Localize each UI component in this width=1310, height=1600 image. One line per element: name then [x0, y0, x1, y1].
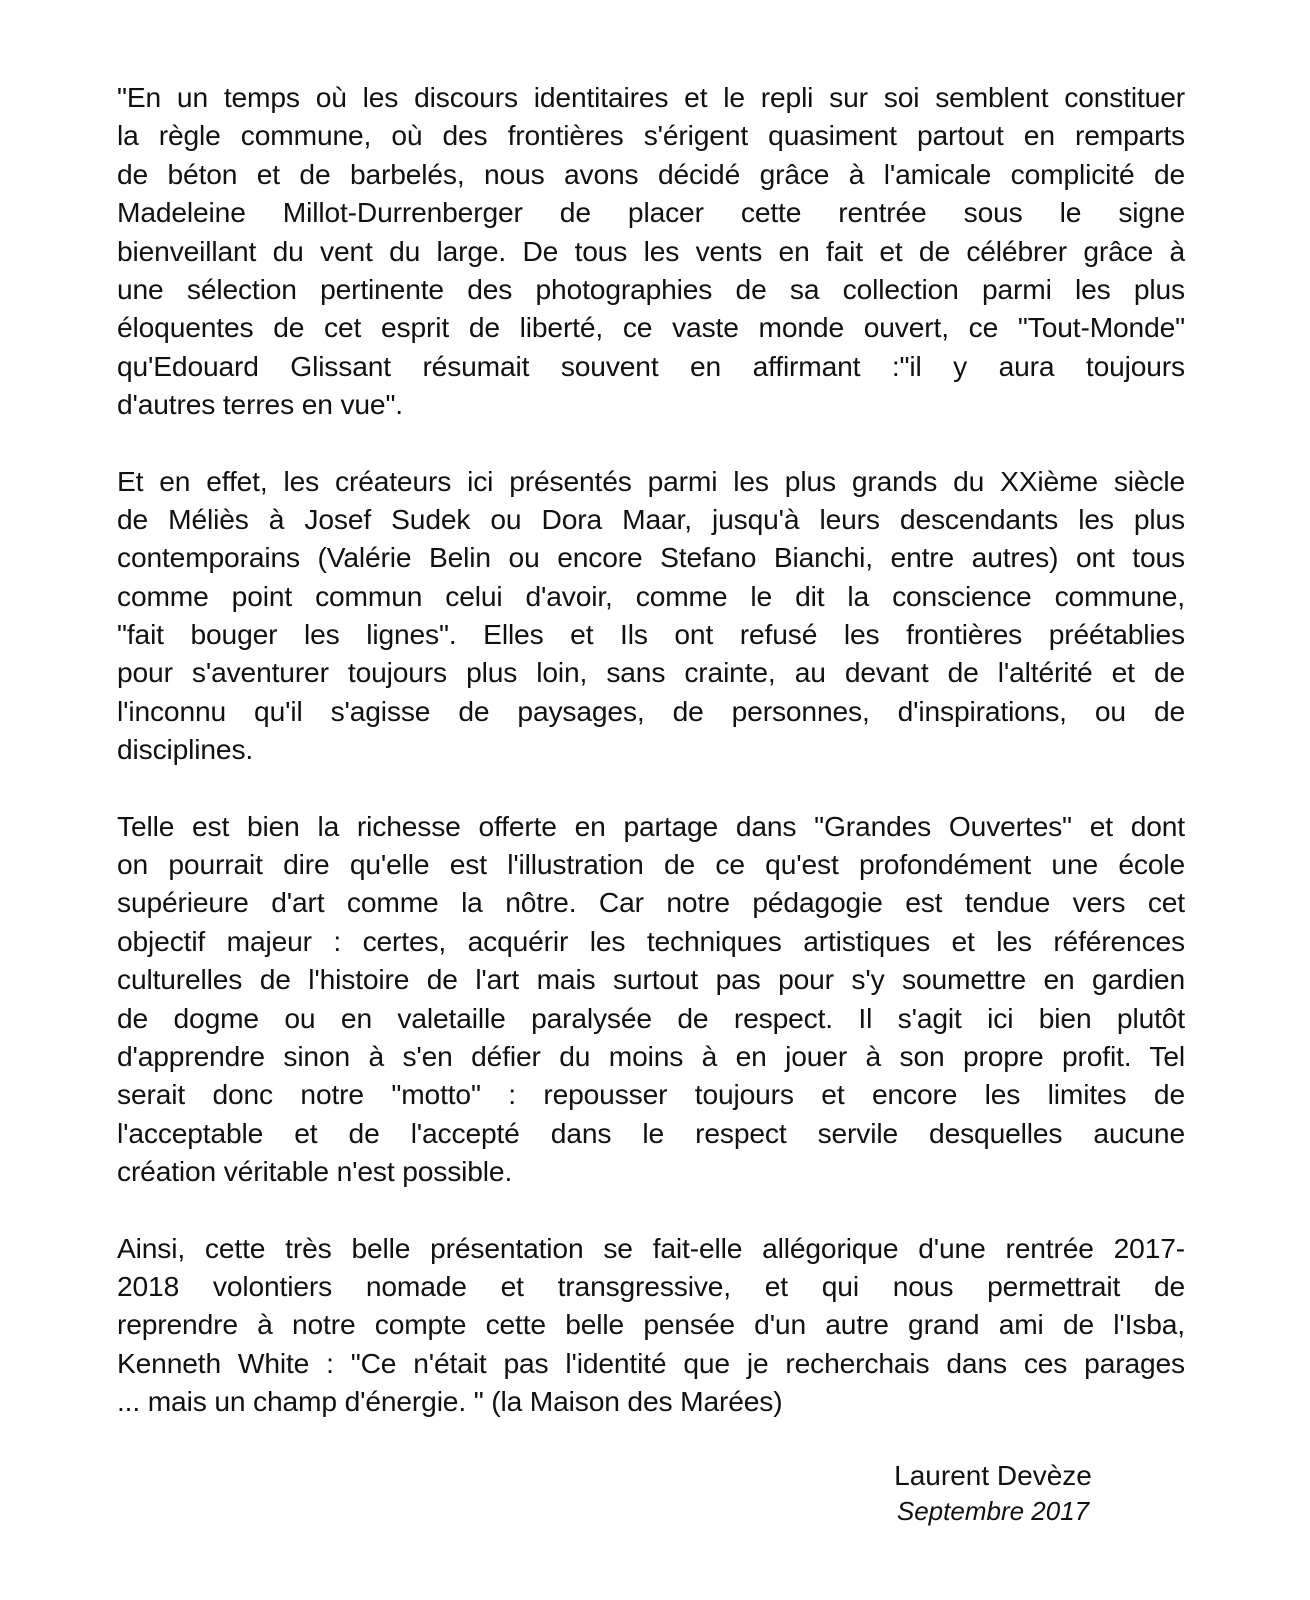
paragraph-line: comme point commun celui d'avoir, comme le dit la conscience commune,: [117, 579, 1185, 612]
paragraph-line: Et en effet, les créateurs ici présentés parmi les plus grands du XXième siècle: [117, 464, 1185, 497]
paragraph-last-line: disciplines.: [117, 733, 254, 766]
signature-date: Septembre 2017: [896, 1496, 1090, 1526]
paragraph-line: contemporains (Valérie Belin ou encore Stefano Bianchi, entre autres) ont tous: [117, 541, 1185, 574]
paragraph-line: Telle est bien la richesse offerte en partage dans "Grandes Ouvertes" et dont: [117, 809, 1185, 842]
paragraph-line: serait donc notre "motto" : repousser toujours et encore les limites de: [117, 1078, 1185, 1111]
paragraph-line: l'acceptable et de l'accepté dans le respect servile desquelles aucune: [117, 1116, 1185, 1149]
letter-body: [117, 78, 1185, 1459]
paragraph-line: objectif majeur : certes, acquérir les techniques artistiques et les références: [117, 924, 1185, 957]
paragraph-line: de dogme ou en valetaille paralysée de respect. Il s'agit ici bien plutôt: [117, 1001, 1185, 1034]
paragraph-line: une sélection pertinente des photographies de sa collection parmi les plus: [117, 272, 1185, 305]
paragraph-1: [117, 78, 1185, 424]
paragraph-line: éloquentes de cet esprit de liberté, ce vaste monde ouvert, ce "Tout-Monde": [117, 311, 1185, 344]
paragraph-line: l'inconnu qu'il s'agisse de paysages, de personnes, d'inspirations, ou de: [117, 694, 1185, 727]
paragraph-line: de Méliès à Josef Sudek ou Dora Maar, jusqu'à leurs descendants les plus: [117, 502, 1185, 535]
paragraph-line: on pourrait dire qu'elle est l'illustration de ce qu'est profondément une école: [117, 848, 1185, 881]
paragraph-line: pour s'aventurer toujours plus loin, sans crainte, au devant de l'altérité et de: [117, 656, 1185, 689]
signature-block: [883, 1457, 1103, 1528]
paragraph-line: reprendre à notre compte cette belle pensée d'un autre grand ami de l'Isba,: [117, 1308, 1185, 1341]
paragraph-last-line: ... mais un champ d'énergie. " (la Maison des Marées): [117, 1385, 783, 1418]
paragraph-line: culturelles de l'histoire de l'art mais surtout pas pour s'y soumettre en gardien: [117, 963, 1185, 996]
paragraph-line: de béton et de barbelés, nous avons décidé grâce à l'amicale complicité de: [117, 157, 1185, 190]
paragraph-line: Kenneth White : "Ce n'était pas l'identité que je recherchais dans ces parages: [117, 1346, 1185, 1379]
paragraph-line: bienveillant du vent du large. De tous les vents en fait et de célébrer grâce à: [117, 234, 1185, 267]
paragraph-line: la règle commune, où des frontières s'érigent quasiment partout en remparts: [117, 119, 1185, 152]
paragraph-line: supérieure d'art comme la nôtre. Car notre pédagogie est tendue vers cet: [117, 886, 1185, 919]
paragraph-last-line: d'autres terres en vue".: [117, 388, 403, 421]
paragraph-3: [117, 807, 1185, 1191]
paragraph-line: Ainsi, cette très belle présentation se fait-elle allégorique d'une rentrée 2017-: [117, 1231, 1185, 1264]
paragraph-line: 2018 volontiers nomade et transgressive, et qui nous permettrait de: [117, 1269, 1185, 1302]
paragraph-2: [117, 462, 1185, 769]
paragraph-line: "fait bouger les lignes". Elles et Ils ont refusé les frontières préétablies: [117, 618, 1185, 651]
paragraph-4: [117, 1229, 1185, 1421]
paragraph-last-line: création véritable n'est possible.: [117, 1155, 513, 1188]
paragraph-line: qu'Edouard Glissant résumait souvent en affirmant :"il y aura toujours: [117, 349, 1185, 382]
author-name: Laurent Devèze: [894, 1460, 1092, 1491]
paragraph-line: d'apprendre sinon à s'en défier du moins à en jouer à son propre profit. Tel: [117, 1039, 1185, 1072]
paragraph-line: Madeleine Millot-Durrenberger de placer cette rentrée sous le signe: [117, 196, 1185, 229]
paragraph-line: "En un temps où les discours identitaires et le repli sur soi semblent constituer: [117, 81, 1185, 113]
